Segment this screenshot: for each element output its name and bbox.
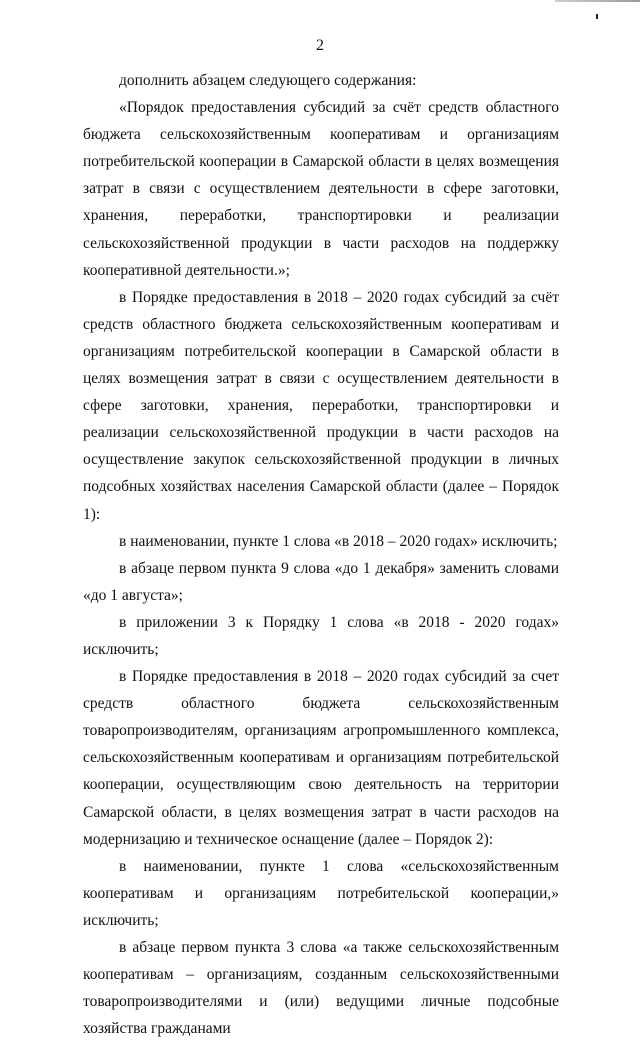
paragraph: в абзаце первом пункта 9 слова «до 1 декабря» заменить словами «до 1 августа»; — [83, 559, 559, 604]
paragraph: в наименовании, пункте 1 слова «в 2018 – 2020 годах» исключить; — [119, 532, 558, 550]
paragraph: в Порядке предоставления в 2018 – 2020 годах субсидий за счёт средств областного бюджета сельскохозяйственным кооперативам и организациям потребительской кооперации в Самарской области в целях возмещения затрат в связи с осуществлением деятельности в сфере заготовки, хранения, переработки, транспортировки и реализации сельскохозяйственной продукции в части расходов на осуществление закупок сельскохозяйственной продукции в личных подсобных хозяйствах населения Самарской области (далее – Порядок 1): — [83, 288, 559, 523]
paragraph: в приложении 3 к Порядку 1 слова «в 2018 - 2020 годах» исключить; — [83, 613, 559, 658]
document-body — [83, 67, 559, 1042]
paragraph: в Порядке предоставления в 2018 – 2020 годах субсидий за счет средств областного бюджета сельскохозяйственным товаропроизводителям, организациям агропромышленного комплекса, сельскохозяйственным кооперативам и организациям потребительской кооперации, осуществляющим свою деятельность на территории Самарской области, в целях возмещения затрат в части расходов на модернизацию и техническое оснащение (далее – Порядок 2): — [83, 668, 559, 848]
page-number: 2 — [316, 37, 324, 54]
paragraph: «Порядок предоставления субсидий за счёт средств областного бюджета сельскохозяйственным кооперативам и организациям потребительской кооперации в Самарской области в целях возмещения затрат в связи с осуществлением деятельности в сфере заготовки, хранения, переработки, транспортировки и реализации сельскохозяйственной продукции в части расходов на поддержку кооперативной деятельности.»; — [83, 99, 559, 279]
scan-edge-mark — [555, 0, 640, 2]
scan-dot-mark — [596, 14, 598, 19]
paragraph: в абзаце первом пункта 3 слова «а также сельскохозяйственным кооперативам – организациям, созданным сельскохозяйственными товаропроизводителями и (или) ведущими личные подсобные хозяйства гражданами — [83, 939, 559, 1038]
paragraph: дополнить абзацем следующего содержания: — [119, 72, 417, 89]
paragraph: в наименовании, пункте 1 слова «сельскохозяйственным кооперативам и организациям потребительской кооперации,» исключить; — [83, 857, 559, 929]
